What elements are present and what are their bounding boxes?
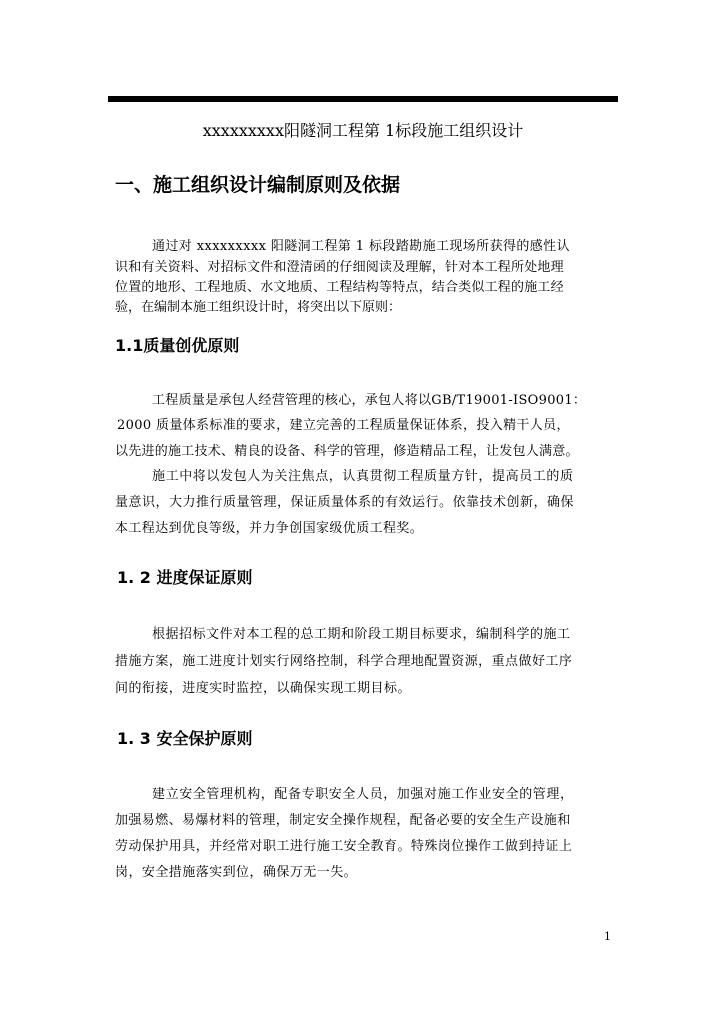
paragraph-line: 本工程达到优良等级，并力争创国家级优质工程奖。 [115, 521, 424, 536]
page-number: 1 [604, 930, 611, 943]
paragraph-line: 位置的地形、工程地质、水文地质、工程结构等特点，结合类似工程的施工经 [115, 280, 564, 295]
paragraph-line: 劳动保护用具，并经常对职工进行施工安全教育。特殊岗位操作工做到持证上 [115, 839, 573, 854]
paragraph-line: 建立安全管理机构，配备专职安全人员，加强对施工作业安全的管理， [152, 787, 574, 802]
paragraph-line: 间的衔接，进度实时监控，以确保实现工期目标。 [115, 681, 411, 696]
paragraph-line: 以先进的施工技术、精良的设备、科学的管理，修造精品工程，让发包人满意。 [115, 444, 579, 459]
paragraph-line: 验，在编制本施工组织设计时，将突出以下原则： [115, 300, 402, 315]
header-rule [108, 96, 618, 102]
paragraph-line: 量意识，大力推行质量管理，保证质量体系的有效运行。依靠技术创新，确保 [115, 495, 575, 510]
section-1-heading: 一、施工组织设计编制原则及依据 [115, 174, 401, 196]
section-1-2-heading: 1. 2 进度保证原则 [117, 568, 253, 587]
section-1-1-heading: 1.1质量创优原则 [115, 336, 240, 355]
document-title: xxxxxxxxx阳隧洞工程第 1标段施工组织设计 [202, 121, 524, 140]
paragraph-line: 通过对 xxxxxxxxx 阳隧洞工程第 1 标段踏勘施工现场所获得的感性认 [152, 239, 570, 254]
paragraph-line: 施工中将以发包人为关注焦点，认真贯彻工程质量方针，提高员工的质 [152, 469, 574, 484]
paragraph-line: 2000 质量体系标准的要求，建立完善的工程质量保证体系，投入精干人员， [117, 418, 570, 433]
section-1-3-heading: 1. 3 安全保护原则 [117, 729, 253, 748]
paragraph-line: 岗，安全措施落实到位，确保万无一失。 [115, 865, 358, 880]
paragraph-line: 措施方案，施工进度计划实行网络控制，科学合理地配置资源，重点做好工序 [115, 654, 573, 669]
paragraph-line: 识和有关资料、对招标文件和澄清函的仔细阅读及理解，针对本工程所处地理 [115, 260, 564, 275]
paragraph-line: 工程质量是承包人经营管理的核心，承包人将以GB/T19001-ISO9001： [152, 393, 587, 408]
paragraph-line: 加强易燃、易爆材料的管理，制定安全操作规程，配备必要的安全生产设施和 [115, 813, 571, 828]
paragraph-line: 根据招标文件对本工程的总工期和阶段工期目标要求，编制科学的施工 [152, 627, 571, 642]
